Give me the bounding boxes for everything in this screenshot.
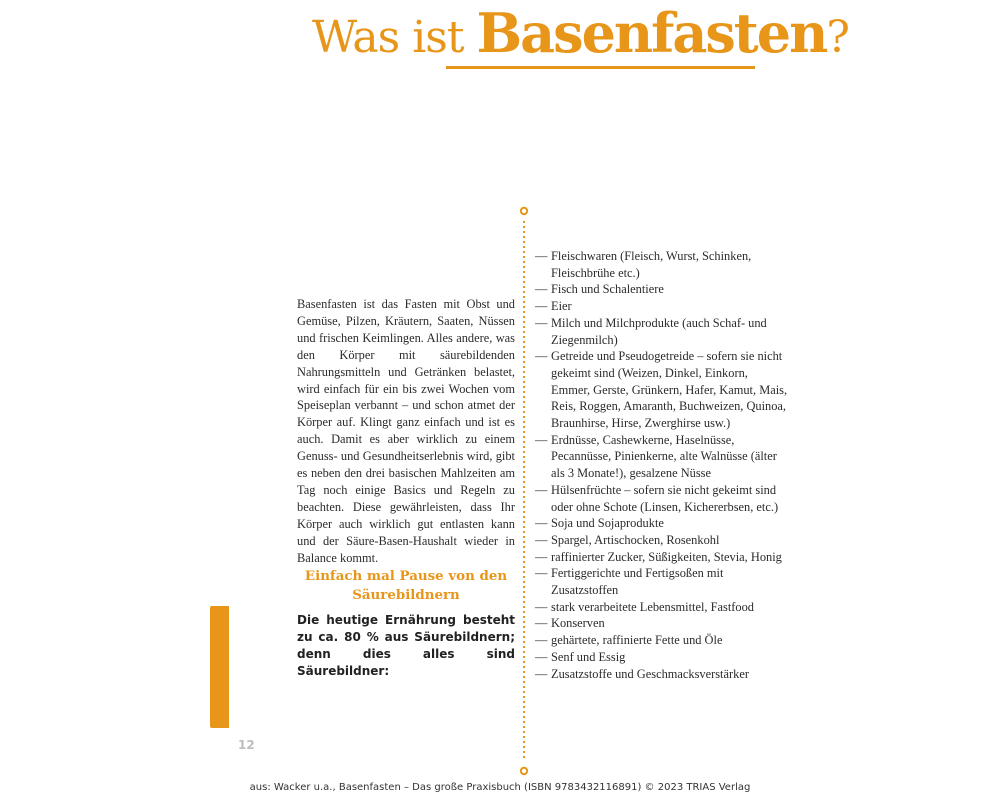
list-item — [535, 482, 789, 515]
list-dash: — — [535, 315, 548, 330]
list-item-text: Senf und Essig — [551, 649, 626, 664]
title-keyword: Basenfasten — [476, 1, 827, 65]
lead-paragraph: Die heutige Ernährung besteht zu ca. 80 % aus Säurebildnern; denn dies alles sind Säurebildner: — [297, 613, 515, 678]
list-item — [535, 615, 789, 632]
list-dash: — — [535, 349, 548, 364]
divider-top-ring — [521, 208, 527, 214]
list-item-text: Fertiggerichte und Fertigsoßen mit Zusatzstoffen — [551, 566, 724, 598]
list-item — [535, 532, 789, 549]
list-item — [535, 549, 789, 566]
list-item-text: Fleischwaren (Fleisch, Wurst, Schinken, Fleischbrühe etc.) — [551, 249, 752, 280]
list-item-text: Spargel, Artischocken, Rosenkohl — [551, 532, 720, 547]
list-dash: — — [535, 516, 548, 531]
list-item — [535, 315, 789, 348]
list-dash: — — [535, 432, 548, 447]
list-item — [535, 666, 789, 683]
list-dash: — — [535, 566, 548, 581]
list-item-text: gehärtete, raffinierte Fette und Öle — [551, 633, 723, 648]
column-divider — [514, 205, 534, 780]
list-dash: — — [535, 549, 548, 564]
title-prefix: Was ist — [312, 12, 477, 63]
list-dash: — — [535, 649, 548, 664]
list-dash: — — [535, 282, 548, 297]
list-item — [535, 649, 789, 666]
list-item-text: stark verarbeitete Lebensmittel, Fastfood — [551, 599, 754, 614]
list-dash: — — [535, 299, 548, 314]
section-subheading: Einfach mal Pause von den Säurebildnern — [304, 568, 508, 603]
source-footer: aus: Wacker u.a., Basenfasten – Das große Praxisbuch (ISBN 9783432116891) © 2023 TRIAS Verlag — [249, 782, 751, 793]
list-item — [535, 515, 789, 532]
list-item — [535, 599, 789, 616]
list-item-text: Getreide und Pseudogetreide – sofern sie nicht gekeimt sind (Weizen, Dinkel, Einkorn, Emmer, Gerste, Grünkern, Hafer, Kamut, Mais, Reis, Roggen, Amaranth, Buchweizen, Quinoa, Braunhirse, Hirse, Zwerghirse usw.) — [551, 349, 788, 431]
list-item-text: Soja und Sojaprodukte — [551, 516, 664, 531]
list-item — [535, 281, 789, 298]
list-item — [535, 632, 789, 649]
list-item-text: raffinierter Zucker, Süßigkeiten, Stevia, Honig — [551, 549, 782, 564]
list-dash: — — [535, 633, 548, 648]
list-item-text: Eier — [551, 299, 572, 314]
intro-column — [297, 296, 515, 567]
title-question-mark: ? — [826, 12, 850, 63]
list-item-text: Erdnüsse, Cashewkerne, Haselnüsse, Pecannüsse, Pinienkerne, alte Walnüsse (älter als 3 Monate!), gesalzene Nüsse — [551, 432, 777, 481]
list-item — [535, 565, 789, 598]
list-item — [535, 298, 789, 315]
list-dash: — — [535, 616, 548, 631]
list-dash: — — [535, 599, 548, 614]
divider-bottom-ring — [521, 768, 527, 774]
title-underline — [446, 66, 755, 69]
intro-paragraph: Basenfasten ist das Fasten mit Obst und Gemüse, Pilzen, Kräutern, Saaten, Nüssen und frischen Keimlingen. Alles andere, was den Körper mit säurebildenden Nahrungsmitteln und Getränken belastet, wird einfach für ein bis zwei Wochen vom Speiseplan verbannt – und schon atmet der Körper auf. Klingt ganz einfach und ist es auch. Damit es aber wirklich zu einem Genuss- und Gesundheitserlebnis wird, gibt es neben den drei basischen Mahlzeiten am Tag noch einige Basics und Regeln zu beachten. Diese gewährleisten, dass Ihr Körper auch wirklich gut entlasten kann und der Säure-Basen-Haushalt wieder in Balance kommt. — [297, 297, 515, 565]
list-dash: — — [535, 482, 548, 497]
acid-formers-list — [535, 248, 789, 682]
list-item — [535, 248, 789, 281]
list-item-text: Fisch und Schalentiere — [551, 282, 664, 297]
list-item — [535, 432, 789, 482]
list-item-text: Hülsenfrüchte – sofern sie nicht gekeimt sind oder ohne Schote (Linsen, Kichererbsen, etc.) — [551, 482, 779, 514]
list-dash: — — [535, 532, 548, 547]
list-item — [535, 348, 789, 432]
page-number: 12 — [238, 738, 255, 752]
chapter-tab — [210, 606, 229, 728]
page-title — [312, 1, 850, 65]
list-item-text: Milch und Milchprodukte (auch Schaf- und Ziegenmilch) — [551, 315, 767, 347]
list-item-text: Konserven — [551, 616, 605, 631]
list-item-text: Zusatzstoffe und Geschmacksverstärker — [551, 666, 749, 681]
list-dash: — — [535, 666, 548, 681]
list-dash: — — [535, 249, 548, 263]
